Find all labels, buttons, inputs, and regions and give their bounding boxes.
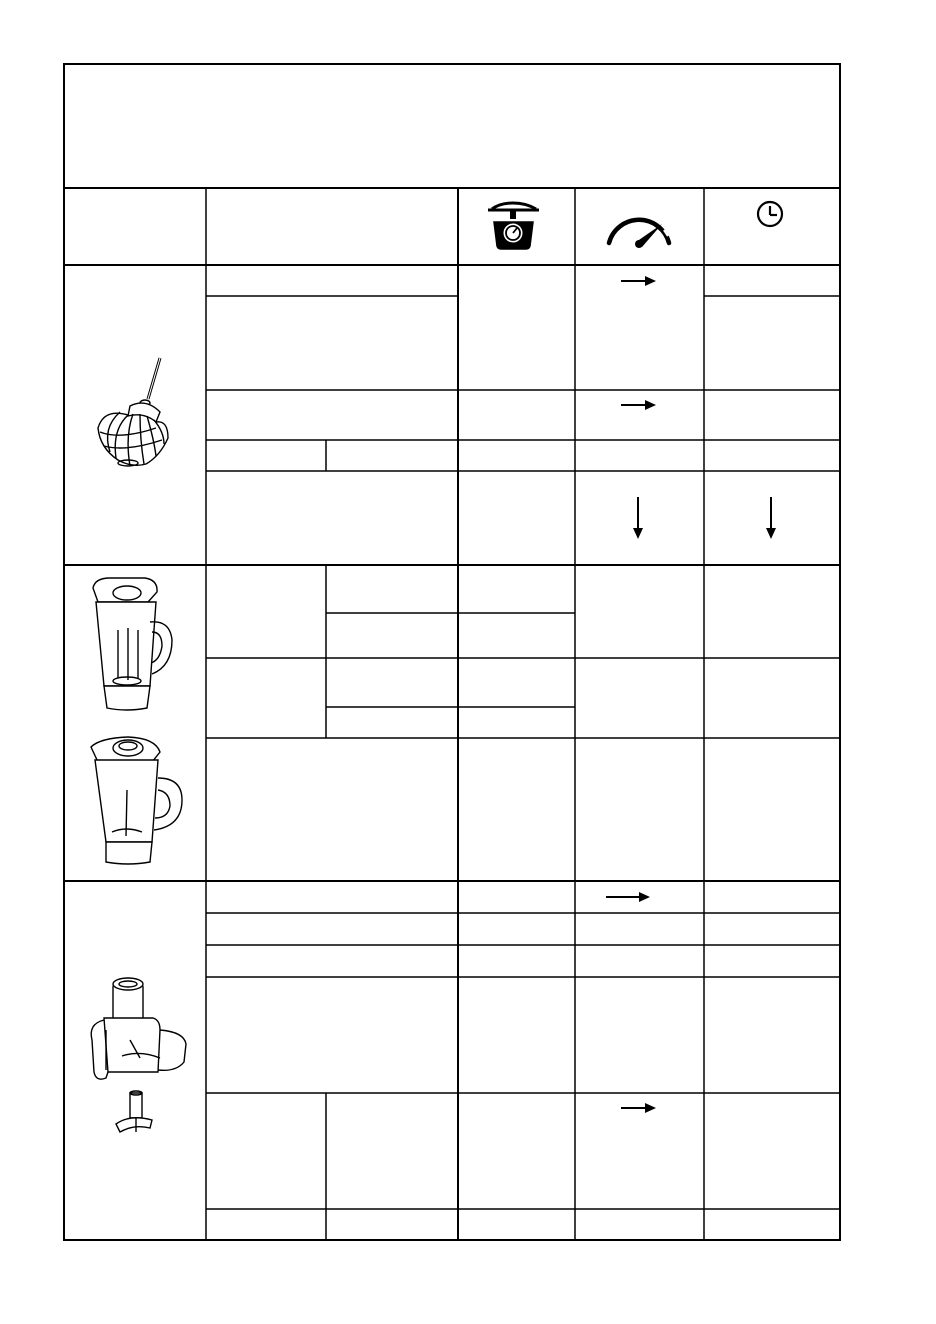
speed-arrow-right-1 xyxy=(621,276,656,286)
table-frame xyxy=(64,64,840,1240)
scale-icon xyxy=(488,203,539,249)
blender-jug-illustration-top xyxy=(93,578,172,710)
chopper-blade-illustration xyxy=(116,1091,152,1132)
speed-arrow-right-2 xyxy=(621,400,656,410)
speed-arrow-down xyxy=(633,497,643,539)
clock-icon xyxy=(758,202,782,226)
time-arrow-down xyxy=(766,497,776,539)
blender-jug-illustration-bottom xyxy=(91,737,182,864)
speed-gauge-icon xyxy=(609,220,669,248)
speed-arrow-right-4 xyxy=(621,1103,656,1113)
whisk-tool-illustration xyxy=(98,358,168,466)
speed-arrow-right-3 xyxy=(606,892,650,902)
food-processor-illustration xyxy=(91,978,186,1079)
